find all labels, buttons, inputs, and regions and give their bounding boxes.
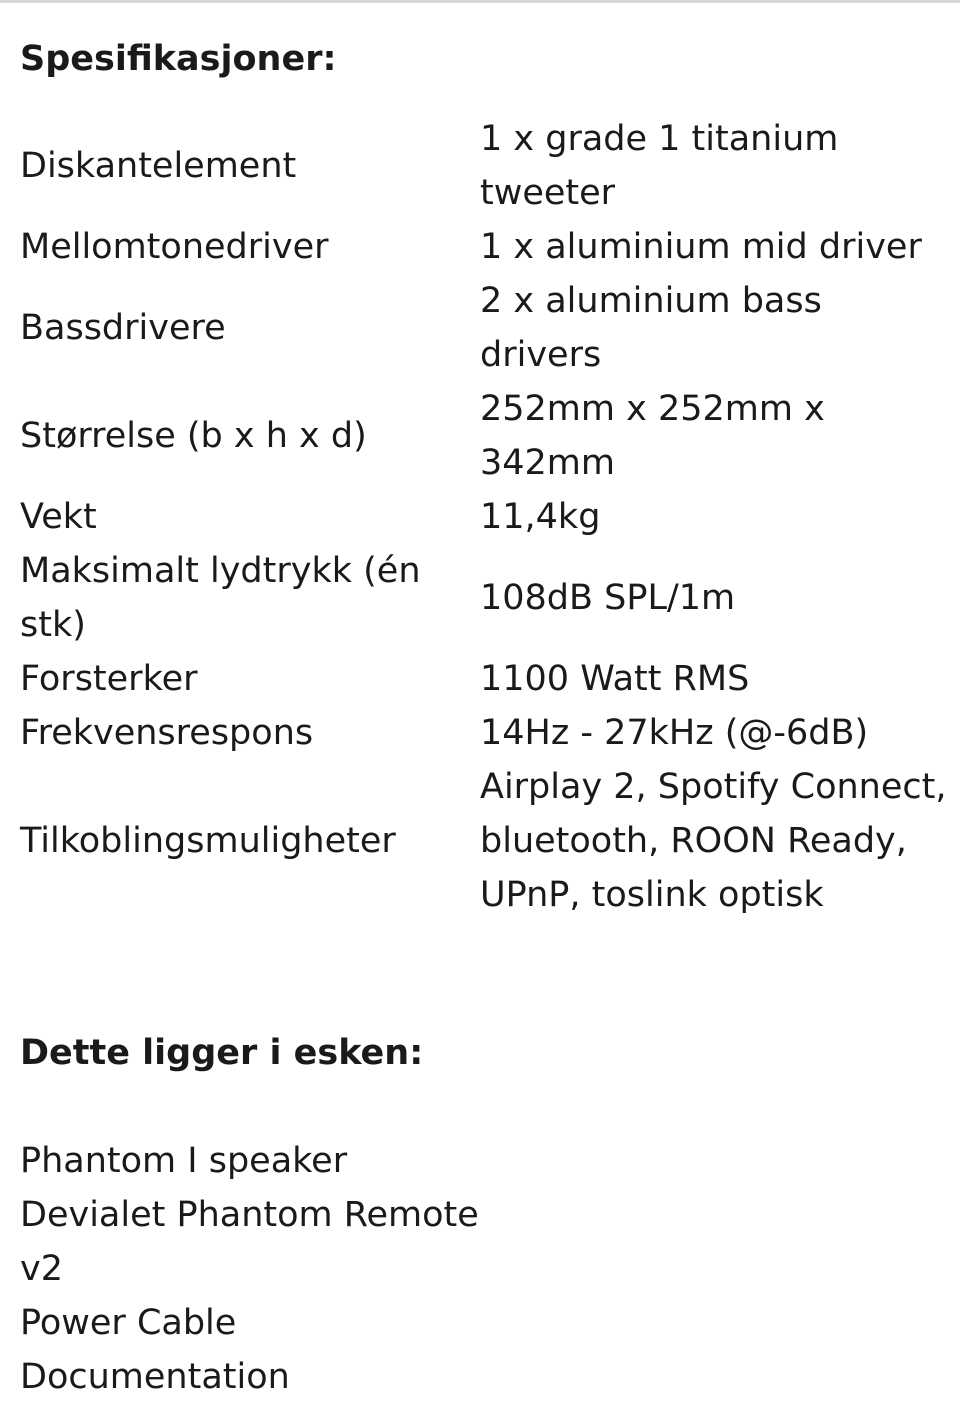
spec-value: 2 x aluminium bass drivers [480,281,822,375]
spec-value: 252mm x 252mm x 342mm [480,389,825,483]
spec-row-connectivity [20,760,950,922]
list-item: Phantom I speaker [20,1141,348,1181]
spec-value: 1100 Watt RMS [480,659,750,699]
spec-label: Maksimalt lydtrykk (én stk) [20,551,421,645]
list-item: Documentation [20,1357,290,1397]
spec-label: Frekvensrespons [20,713,314,753]
specifications-heading: Spesifikasjoner: [20,39,337,79]
spec-label: Mellomtonedriver [20,227,329,267]
spec-label: Tilkoblingsmuligheter [20,821,396,861]
spec-value: 1 x aluminium mid driver [480,227,922,267]
list-item: Devialet Phantom Remote v2 [20,1195,479,1289]
spec-row-frequency-response [20,706,950,760]
top-divider [0,0,960,3]
spec-row-tweeter [20,112,950,220]
spec-value: 1 x grade 1 titanium tweeter [480,119,839,213]
spec-row-bass-drivers [20,274,950,382]
spec-row-mid-driver [20,220,950,274]
spec-value: 108dB SPL/1m [480,578,736,618]
spec-value: 11,4kg [480,497,601,537]
spec-row-amplifier [20,652,950,706]
spec-label: Vekt [20,497,97,537]
list-item: Power Cable [20,1303,237,1343]
spec-label: Diskantelement [20,146,297,186]
spec-label: Forsterker [20,659,198,699]
spec-value: Airplay 2, Spotify Connect, bluetooth, ROON Ready, UPnP, toslink optisk [480,767,947,915]
in-the-box-heading: Dette ligger i esken: [20,1033,424,1073]
in-the-box-list [20,1134,480,1404]
spec-row-weight [20,490,950,544]
specifications-table [20,112,950,922]
spec-label: Bassdrivere [20,308,226,348]
spec-row-size [20,382,950,490]
spec-row-max-spl [20,544,950,652]
spec-label: Størrelse (b x h x d) [20,416,367,456]
spec-value: 14Hz - 27kHz (@-6dB) [480,713,869,753]
